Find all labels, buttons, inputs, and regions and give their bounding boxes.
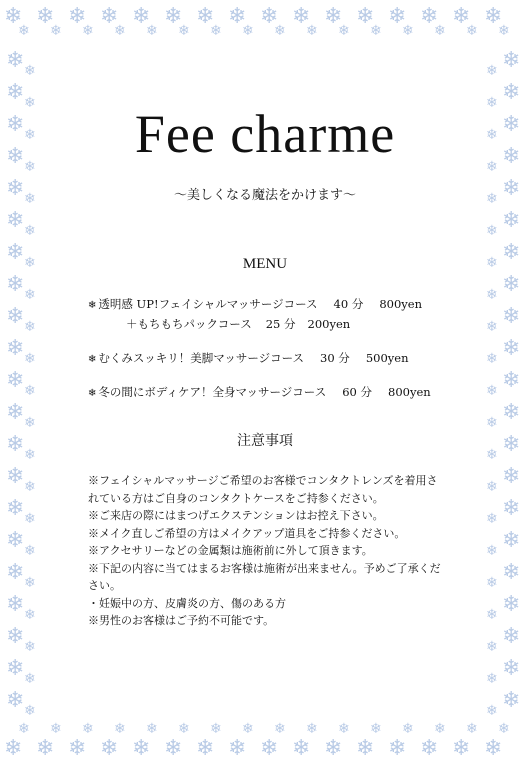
snowflake-border-icon: ❄ (164, 4, 183, 29)
snowflake-border-icon: ❄ (24, 95, 36, 111)
snowflake-border-icon: ❄ (502, 272, 521, 297)
snowflake-border-icon: ❄ (486, 255, 498, 271)
snowflake-border-icon: ❄ (274, 23, 286, 39)
snowflake-border-icon: ❄ (6, 624, 25, 649)
note-line: ※ご来店の際にはまつげエクステンションはお控え下さい。 (88, 509, 384, 522)
snowflake-border-icon: ❄ (484, 736, 503, 761)
snowflake-border-icon: ❄ (502, 80, 521, 105)
snowflake-border-icon: ❄ (100, 4, 119, 29)
menu-addon-duration: 25 分 (265, 317, 296, 331)
snowflake-border-icon: ❄ (24, 159, 36, 175)
snowflake-border-icon: ❄ (100, 736, 119, 761)
snowflake-border-icon: ❄ (18, 721, 30, 737)
snowflake-border-icon: ❄ (6, 144, 25, 169)
snowflake-border-icon: ❄ (486, 127, 498, 143)
snowflake-border-icon: ❄ (502, 592, 521, 617)
snowflake-border-icon: ❄ (24, 127, 36, 143)
snowflake-border-icon: ❄ (68, 4, 87, 29)
snowflake-border-icon: ❄ (486, 607, 498, 623)
snowflake-border-icon: ❄ (24, 447, 36, 463)
snowflake-border-icon: ❄ (6, 496, 25, 521)
menu-addon-price: 200yen (307, 317, 351, 331)
snowflake-border-icon: ❄ (486, 223, 498, 239)
snowflake-border-icon: ❄ (502, 432, 521, 457)
snowflake-border-icon: ❄ (498, 23, 510, 39)
snowflake-border-icon: ❄ (50, 23, 62, 39)
snowflake-border-icon: ❄ (4, 736, 23, 761)
note-line: ※下記の内容に当てはまるお客様は施術が出来ません。予めご了承ください。 (88, 561, 441, 592)
snowflake-border-icon: ❄ (196, 4, 215, 29)
menu-item-price: 800yen (379, 297, 422, 311)
snowflake-border-icon: ❄ (24, 575, 36, 591)
snowflake-border-icon: ❄ (6, 528, 25, 553)
snowflake-icon: ❄ (88, 388, 97, 399)
menu-addon-name: ＋もちもちパックコース (126, 317, 252, 331)
snowflake-border-icon: ❄ (452, 736, 471, 761)
snowflake-border-icon: ❄ (146, 721, 158, 737)
snowflake-border-icon: ❄ (388, 4, 407, 29)
notes-list (88, 472, 448, 630)
snowflake-border-icon: ❄ (502, 656, 521, 681)
snowflake-border-icon: ❄ (486, 511, 498, 527)
snowflake-border-icon: ❄ (466, 23, 478, 39)
snowflake-border-icon: ❄ (486, 639, 498, 655)
snowflake-border-icon: ❄ (82, 721, 94, 737)
snowflake-border-icon: ❄ (228, 736, 247, 761)
snowflake-border-icon: ❄ (486, 159, 498, 175)
snowflake-border-icon: ❄ (502, 368, 521, 393)
snowflake-border-icon: ❄ (502, 496, 521, 521)
snowflake-border-icon: ❄ (164, 736, 183, 761)
snowflake-border-icon: ❄ (502, 208, 521, 233)
snowflake-border-icon: ❄ (6, 48, 25, 73)
snowflake-border-icon: ❄ (24, 639, 36, 655)
snowflake-border-icon: ❄ (502, 688, 521, 713)
snowflake-border-icon: ❄ (486, 287, 498, 303)
snowflake-border-icon: ❄ (402, 721, 414, 737)
snowflake-border-icon: ❄ (420, 736, 439, 761)
snowflake-border-icon: ❄ (502, 48, 521, 73)
menu-item (88, 350, 408, 366)
snowflake-border-icon: ❄ (6, 336, 25, 361)
snowflake-border-icon: ❄ (196, 736, 215, 761)
snowflake-border-icon: ❄ (502, 528, 521, 553)
snowflake-border-icon: ❄ (24, 607, 36, 623)
snowflake-border-icon: ❄ (178, 721, 190, 737)
snowflake-border-icon: ❄ (36, 736, 55, 761)
snowflake-border-icon: ❄ (486, 479, 498, 495)
snowflake-border-icon: ❄ (36, 4, 55, 29)
menu-item-duration: 30 分 (320, 351, 350, 365)
snowflake-border-icon: ❄ (6, 432, 25, 457)
snowflake-border-icon: ❄ (486, 319, 498, 335)
menu-item-name: 冬の間にボディケア！全身マッサージコース (98, 385, 327, 399)
page-title: Fee charme (134, 104, 396, 164)
snowflake-border-icon: ❄ (370, 23, 382, 39)
note-line: ※アクセサリーなどの金属類は施術前に外して頂きます。 (88, 544, 373, 557)
menu-item-price: 800yen (388, 385, 431, 399)
snowflake-border-icon: ❄ (502, 240, 521, 265)
snowflake-border-icon: ❄ (6, 464, 25, 489)
snowflake-border-icon: ❄ (24, 703, 36, 719)
snowflake-border-icon: ❄ (370, 721, 382, 737)
snowflake-border-icon: ❄ (228, 4, 247, 29)
snowflake-border-icon: ❄ (466, 721, 478, 737)
snowflake-border-icon: ❄ (24, 351, 36, 367)
snowflake-icon: ❄ (88, 300, 97, 311)
snowflake-border-icon: ❄ (6, 592, 25, 617)
snowflake-border-icon: ❄ (82, 23, 94, 39)
menu-item (88, 384, 431, 400)
note-line: ・妊娠中の方、皮膚炎の方、傷のある方 (88, 596, 286, 610)
snowflake-border-icon: ❄ (178, 23, 190, 39)
snowflake-border-icon: ❄ (402, 23, 414, 39)
snowflake-border-icon: ❄ (292, 4, 311, 29)
snowflake-border-icon: ❄ (486, 671, 498, 687)
snowflake-border-icon: ❄ (24, 63, 36, 79)
note-line: ※男性のお客様はご予約不可能です。 (88, 614, 275, 627)
menu-item-price: 500yen (365, 351, 409, 365)
snowflake-border-icon: ❄ (502, 560, 521, 585)
menu-item-duration: 40 分 (333, 297, 364, 311)
snowflake-border-icon: ❄ (502, 112, 521, 137)
note-line: ※メイク直しご希望の方はメイクアップ道具をご持参ください。 (88, 526, 406, 540)
menu-addon (126, 316, 350, 332)
snowflake-border-icon: ❄ (18, 23, 30, 39)
snowflake-border-icon: ❄ (6, 272, 25, 297)
snowflake-border-icon: ❄ (146, 23, 158, 39)
snowflake-icon: ❄ (88, 354, 97, 365)
snowflake-border-icon: ❄ (434, 721, 446, 737)
snowflake-border-icon: ❄ (6, 656, 25, 681)
snowflake-border-icon: ❄ (486, 575, 498, 591)
snowflake-border-icon: ❄ (6, 368, 25, 393)
snowflake-border-icon: ❄ (486, 543, 498, 559)
snowflake-border-icon: ❄ (502, 400, 521, 425)
snowflake-border-icon: ❄ (486, 63, 498, 79)
snowflake-border-icon: ❄ (24, 255, 36, 271)
menu-heading: MENU (242, 256, 288, 272)
snowflake-border-icon: ❄ (502, 336, 521, 361)
snowflake-border-icon: ❄ (24, 191, 36, 207)
note-line: ※フェイシャルマッサージご希望のお客様でコンタクトレンズを着用されている方はご自身のコンタクトケースをご持参ください。 (88, 474, 438, 505)
snowflake-border-icon: ❄ (324, 4, 343, 29)
snowflake-border-icon: ❄ (486, 191, 498, 207)
snowflake-border-icon: ❄ (502, 304, 521, 329)
menu-item-name: 透明感 UP!フェイシャルマッサージコース (98, 297, 318, 311)
snowflake-border-icon: ❄ (452, 4, 471, 29)
snowflake-border-icon: ❄ (388, 736, 407, 761)
snowflake-border-icon: ❄ (356, 736, 375, 761)
snowflake-border-icon: ❄ (420, 4, 439, 29)
snowflake-border-icon: ❄ (6, 176, 25, 201)
snowflake-border-icon: ❄ (486, 415, 498, 431)
snowflake-border-icon: ❄ (114, 721, 126, 737)
snowflake-border-icon: ❄ (486, 383, 498, 399)
snowflake-border-icon: ❄ (292, 736, 311, 761)
snowflake-border-icon: ❄ (486, 351, 498, 367)
snowflake-border-icon: ❄ (24, 671, 36, 687)
snowflake-border-icon: ❄ (50, 721, 62, 737)
snowflake-border-icon: ❄ (6, 208, 25, 233)
snowflake-border-icon: ❄ (24, 543, 36, 559)
snowflake-border-icon: ❄ (24, 287, 36, 303)
snowflake-border-icon: ❄ (6, 112, 25, 137)
snowflake-border-icon: ❄ (24, 223, 36, 239)
snowflake-border-icon: ❄ (6, 560, 25, 585)
snowflake-border-icon: ❄ (486, 447, 498, 463)
snowflake-border-icon: ❄ (502, 176, 521, 201)
snowflake-border-icon: ❄ (24, 479, 36, 495)
snowflake-border-icon: ❄ (6, 688, 25, 713)
snowflake-border-icon: ❄ (356, 4, 375, 29)
snowflake-border-icon: ❄ (4, 4, 23, 29)
snowflake-border-icon: ❄ (484, 4, 503, 29)
snowflake-border-icon: ❄ (6, 80, 25, 105)
snowflake-border-icon: ❄ (306, 721, 318, 737)
snowflake-border-icon: ❄ (338, 23, 350, 39)
snowflake-border-icon: ❄ (502, 464, 521, 489)
snowflake-border-icon: ❄ (502, 624, 521, 649)
snowflake-border-icon: ❄ (24, 383, 36, 399)
snowflake-border-icon: ❄ (6, 240, 25, 265)
snowflake-border-icon: ❄ (306, 23, 318, 39)
snowflake-border-icon: ❄ (114, 23, 126, 39)
snowflake-border-icon: ❄ (24, 415, 36, 431)
snowflake-border-icon: ❄ (324, 736, 343, 761)
snowflake-border-icon: ❄ (24, 511, 36, 527)
snowflake-border-icon: ❄ (24, 319, 36, 335)
snowflake-border-icon: ❄ (502, 144, 521, 169)
snowflake-border-icon: ❄ (260, 4, 279, 29)
snowflake-border-icon: ❄ (6, 304, 25, 329)
snowflake-border-icon: ❄ (242, 721, 254, 737)
snowflake-border-icon: ❄ (6, 400, 25, 425)
snowflake-border-icon: ❄ (274, 721, 286, 737)
snowflake-border-icon: ❄ (132, 736, 151, 761)
snowflake-border-icon: ❄ (132, 4, 151, 29)
menu-item-duration: 60 分 (342, 385, 373, 399)
menu-item-name: むくみスッキリ！美脚マッサージコース (98, 351, 305, 365)
snowflake-border-icon: ❄ (486, 95, 498, 111)
menu-item (88, 296, 422, 312)
snowflake-border-icon: ❄ (210, 23, 222, 39)
notes-heading: 注意事項 (237, 433, 293, 449)
snowflake-border-icon: ❄ (338, 721, 350, 737)
snowflake-border-icon: ❄ (260, 736, 279, 761)
snowflake-border-icon: ❄ (498, 721, 510, 737)
snowflake-border-icon: ❄ (242, 23, 254, 39)
snowflake-border-icon: ❄ (68, 736, 87, 761)
page-subtitle: ～美しくなる魔法をかけます～ (173, 188, 356, 203)
snowflake-border-icon: ❄ (210, 721, 222, 737)
snowflake-border-icon: ❄ (486, 703, 498, 719)
snowflake-border-icon: ❄ (434, 23, 446, 39)
